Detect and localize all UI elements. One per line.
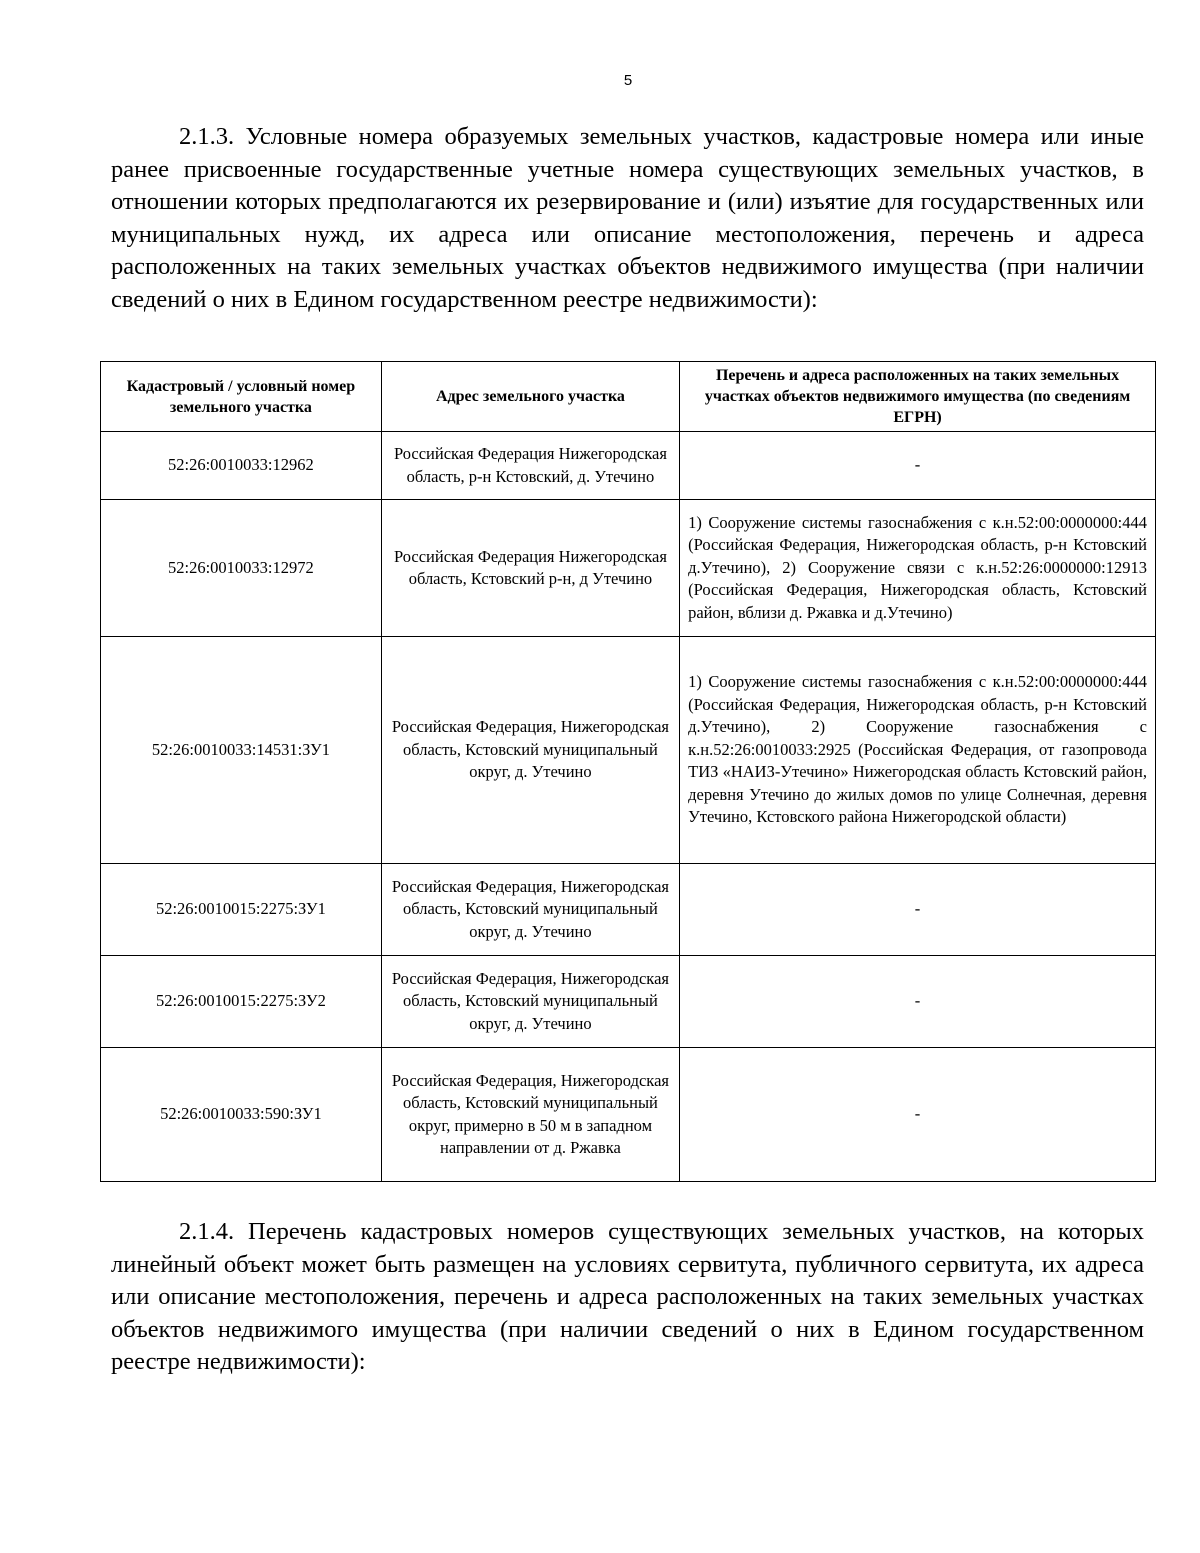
- cell-plot-address: Российская Федерация, Нижегородская область, Кстовский муниципальный округ, д. Утечино: [381, 864, 679, 956]
- cell-objects: -: [680, 1048, 1156, 1182]
- cell-plot-address: Российская Федерация Нижегородская область, Кстовский р-н, д Утечино: [381, 500, 679, 637]
- table-header-row: [101, 362, 1156, 432]
- cell-cadastral-number: 52:26:0010033:590:ЗУ1: [101, 1048, 382, 1182]
- cell-cadastral-number: 52:26:0010033:12972: [101, 500, 382, 637]
- cell-plot-address: Российская Федерация, Нижегородская область, Кстовский муниципальный округ, д. Утечино: [381, 956, 679, 1048]
- cell-objects: -: [680, 432, 1156, 500]
- page-number: 5: [623, 72, 633, 89]
- cell-objects: 1) Сооружение системы газоснабжения с к.н.52:00:0000000:444 (Российская Федерация, Нижегородская область, р-н Кстовский д.Утечино), 2) Сооружение газоснабжения с к.н.52:26:0010033:2925 (Российская Федерация, от газопровода ТИЗ «НАИЗ-Утечино» Нижегородская область Кстовский район, деревня Утечино до жилых домов по улице Солнечная, деревня Утечино, Кстовского района Нижегородской области): [680, 637, 1156, 864]
- cell-cadastral-number: 52:26:0010033:12962: [101, 432, 382, 500]
- header-cadastral-number: Кадастровый / условный номер земельного участка: [101, 362, 382, 432]
- section-2-1-4-paragraph: 2.1.4. Перечень кадастровых номеров существующих земельных участков, на которых линейный объект может быть размещен на условиях сервитута, публичного сервитута, их адреса или описание местоположения, перечень и адреса расположенных на таких земельных участках объектов недвижимого имущества (при наличии сведений о них в Едином государственном реестре недвижимости):: [111, 1218, 1144, 1375]
- table-row: [101, 956, 1156, 1048]
- cell-objects: 1) Сооружение системы газоснабжения с к.н.52:00:0000000:444 (Российская Федерация, Нижегородская область, р-н Кстовский д.Утечино), 2) Сооружение связи с к.н.52:26:0000000:12913 (Российская Федерация, Нижегородская область, Кстовский район, вблизи д. Ржавка и д.Утечино): [680, 500, 1156, 637]
- table-row: [101, 432, 1156, 500]
- cell-plot-address: Российская Федерация, Нижегородская область, Кстовский муниципальный округ, примерно в 50 м в западном направлении от д. Ржавка: [381, 1048, 679, 1182]
- cell-objects: -: [680, 956, 1156, 1048]
- cell-cadastral-number: 52:26:0010015:2275:ЗУ2: [101, 956, 382, 1048]
- table-row: [101, 864, 1156, 956]
- table-row: [101, 1048, 1156, 1182]
- header-objects-list: Перечень и адреса расположенных на таких земельных участках объектов недвижимого имущества (по сведениям ЕГРН): [680, 362, 1156, 432]
- cell-cadastral-number: 52:26:0010015:2275:ЗУ1: [101, 864, 382, 956]
- table-row: [101, 500, 1156, 637]
- header-plot-address: Адрес земельного участка: [381, 362, 679, 432]
- cell-plot-address: Российская Федерация, Нижегородская область, Кстовский муниципальный округ, д. Утечино: [381, 637, 679, 864]
- cell-objects: -: [680, 864, 1156, 956]
- table-row: [101, 637, 1156, 864]
- cell-cadastral-number: 52:26:0010033:14531:ЗУ1: [101, 637, 382, 864]
- section-2-1-3-paragraph: 2.1.3. Условные номера образуемых земельных участков, кадастровые номера или иные ранее присвоенные государственные учетные номера существующих земельных участков, в отношении которых предполагаются их резервирование и (или) изъятие для государственных или муниципальных нужд, их адреса или описание местоположения, перечень и адреса расположенных на таких земельных участках объектов недвижимого имущества (при наличии сведений о них в Едином государственном реестре недвижимости):: [111, 123, 1144, 313]
- cell-plot-address: Российская Федерация Нижегородская область, р-н Кстовский, д. Утечино: [381, 432, 679, 500]
- land-plots-table: [100, 361, 1156, 1182]
